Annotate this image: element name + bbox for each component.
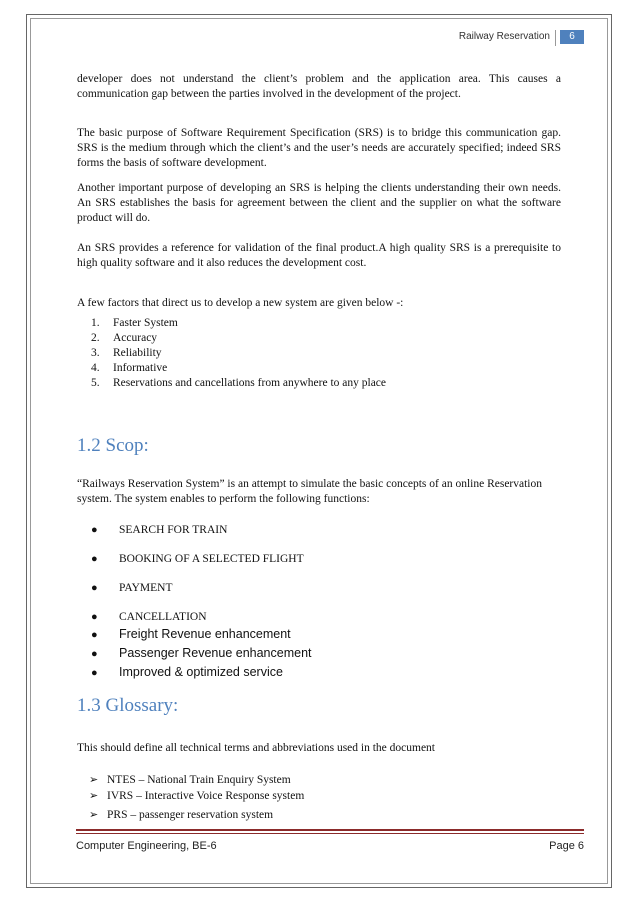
list-item: ● PAYMENT — [91, 582, 173, 594]
footer-rule — [76, 829, 584, 831]
header-title: Railway Reservation — [458, 31, 550, 42]
footer-page-label: Page 6 — [549, 840, 584, 852]
list-item: 5. Reservations and cancellations from anywhere to any place — [91, 377, 387, 389]
list-item: 1. Faster System — [91, 317, 178, 329]
arrow-bullet-icon: ➢ — [89, 790, 99, 802]
factors-list — [91, 316, 386, 391]
scope-intro: “Railways Reservation System” is an attempt to simulate the basic concepts of an online Reservation system. The system enables to perform the following functions: — [77, 478, 542, 505]
paragraph-5: A few factors that direct us to develop a new system are given below -: — [77, 297, 404, 309]
footer-rule-thin — [76, 833, 584, 834]
paragraph-2: The basic purpose of Software Requirement Specification (SRS) is to bridge this communication gap. SRS is the medium through which the client’s and the user’s needs are accurately specified; indeed SRS forms the basis of software development. — [77, 127, 561, 169]
paragraph-3: Another important purpose of developing an SRS is helping the clients understanding their own needs. An SRS establishes the basis for agreement between the client and the supplier on what the software product will do. — [77, 182, 561, 224]
list-item: ● SEARCH FOR TRAIN — [91, 524, 228, 536]
bullet-icon: ● — [91, 648, 98, 660]
list-item: ● Freight Revenue enhancement — [91, 627, 291, 641]
list-item: ● CANCELLATION — [91, 611, 207, 623]
list-item: 3. Reliability — [91, 347, 162, 359]
list-item: ➢ NTES – National Train Enquiry System — [89, 774, 291, 786]
bullet-icon: ● — [91, 629, 98, 641]
scope-heading: 1.2 Scop: — [77, 435, 149, 456]
bullet-icon: ● — [91, 667, 98, 679]
arrow-bullet-icon: ➢ — [89, 774, 99, 786]
list-item: 4. Informative — [91, 362, 168, 374]
paragraph-1: developer does not understand the client’s problem and the application area. This causes a communication gap between the parties involved in the development of the project. — [77, 73, 561, 100]
bullet-icon: ● — [91, 611, 98, 623]
list-item: ● Improved & optimized service — [91, 665, 283, 679]
paragraph-4: An SRS provides a reference for validation of the final product.A high quality SRS is a prerequisite to high quality software and it also reduces the development cost. — [77, 242, 561, 269]
list-item: ● Passenger Revenue enhancement — [91, 646, 312, 660]
list-item: ➢ PRS – passenger reservation system — [89, 809, 274, 821]
glossary-intro: This should define all technical terms and abbreviations used in the document — [77, 742, 435, 754]
list-item: ➢ IVRS – Interactive Voice Response system — [89, 790, 305, 802]
bullet-icon: ● — [91, 582, 98, 594]
footer-left: Computer Engineering, BE-6 — [76, 840, 217, 852]
list-item: 2. Accuracy — [91, 332, 158, 344]
bullet-icon: ● — [91, 524, 98, 536]
header-page-number: 6 — [560, 30, 584, 44]
list-item: ● BOOKING OF A SELECTED FLIGHT — [91, 553, 304, 565]
bullet-icon: ● — [91, 553, 98, 565]
arrow-bullet-icon: ➢ — [89, 809, 99, 821]
header-divider — [555, 30, 556, 46]
glossary-heading: 1.3 Glossary: — [77, 695, 179, 716]
page-header — [76, 30, 584, 46]
